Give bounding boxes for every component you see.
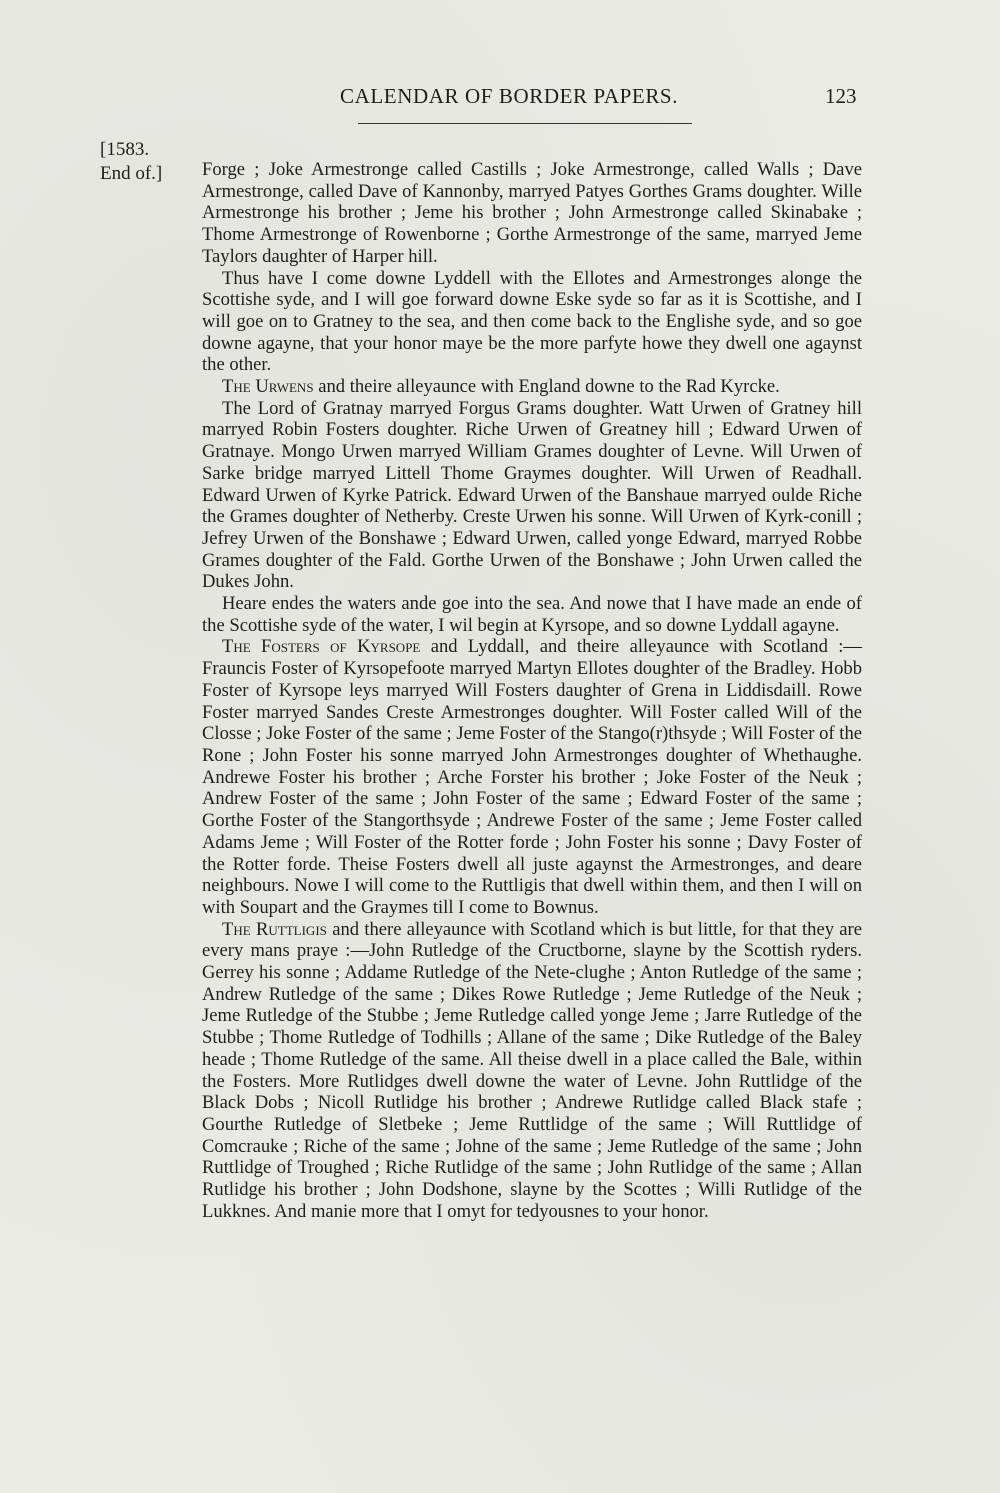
header-rule (358, 123, 692, 124)
paragraph-7 (202, 919, 862, 1223)
paragraph-6 (202, 636, 862, 918)
paragraph-6-text: and Lyddall, and theire alleyaunce with Scotland :—Frauncis Foster of Kyrsopefoote marryed Martyn Ellotes doughter of the Bradley. Hobb Foster of Kyrsope leys marryed Will Fosters daughter of Grena in Liddisdaill. Rowe Foster marryed Sandes Creste Armestronges doughter. Will Foster called Will of the Closse ; Joke Foster of the same ; Jeme Foster of the Stango(r)thsyde ; Will Foster of the Rone ; John Foster his sonne marryed John Armestronges doughter of Whethaughe. Andrewe Foster his brother ; Arche Forster his brother ; Joke Foster of the Neuk ; Andrew Foster of the same ; John Foster of the same ; Edward Foster of the same ; Gorthe Foster of the Stangorthsyde ; Andrewe Foster of the same ; Jeme Foster called Adams Jeme ; Will Foster of the Rotter forde ; John Foster his sonne ; Davy Foster of the Rotter forde. Theise Fosters dwell all juste agaynst the Armestronges, and deare neighbours. Nowe I will come to the Ruttligis that dwell within them, and then I will on with Soupart and the Graymes till I come to Bownus. (202, 636, 862, 918)
paragraph-7-lead: The Ruttligis (222, 918, 327, 940)
paragraph-5-text: Heare endes the waters ande goe into the sea. And nowe that I have made an ende of the Scottishe syde of the water, I wil begin at Kyrsope, and so downe Lyddall agayne. (202, 593, 862, 636)
page-number: 123 (825, 84, 857, 108)
paragraph-6-lead: The Fosters of Kyrsope (222, 636, 421, 658)
paragraph-4-text: The Lord of Gratnay marryed Forgus Grams doughter. Watt Urwen of Gratney hill marryed Robin Fosters doughter. Riche Urwen of Greatney hill ; Edward Urwen of Gratnaye. Mongo Urwen marryed William Grames doughter of Levne. Will Urwen of Sarke bridge marryed Littell Thome Graymes doughter. Will Urwen of Readhall. Edward Urwen of Kyrke Patrick. Edward Urwen of the Banshaue marryed oulde Riche the Grames doughter of Netherby. Creste Urwen his sonne. Will Urwen of Kyrk-conill ; Jefrey Urwen of the Bonshawe ; Edward Urwen, called yonge Edward, marryed Robbe Grames doughter of the Fald. Gorthe Urwen of the Bonshawe ; John Urwen called the Dukes John. (202, 397, 862, 593)
paragraph-1 (202, 159, 862, 268)
paragraph-3-lead: The Urwens (222, 376, 314, 398)
paragraph-1-text: Forge ; Joke Armestronge called Castills ; Joke Armestronge, called Walls ; Dave Armestronge, called Dave of Kannonby, marryed Patyes Gorthes Grams doughter. Wille Armestronge his brother ; Jeme his brother ; John Armestronge called Skinabake ; Thome Armestronge of Rowenborne ; Gorthe Armestronge of the same, marryed Jeme Taylors daughter of Harper hill. (202, 159, 862, 267)
paragraph-3 (202, 376, 862, 398)
margin-note-label: End of.] (100, 163, 163, 184)
body-text (202, 159, 862, 1222)
paragraph-5 (202, 593, 862, 636)
paragraph-4 (202, 398, 862, 593)
paragraph-7-text: and there alleyaunce with Scotland which is but little, for that they are every mans praye :—John Rutledge of the Cructborne, slayne by the Scottish ryders. Gerrey his sonne ; Addame Rutledge of the Nete-clughe ; Anton Rutledge of the same ; Andrew Rutledge of the same ; Dikes Rowe Rutledge ; Jeme Rutledge of the Neuk ; Jeme Rutledge of the Stubbe ; Jeme Rutledge called yonge Jeme ; Jarre Rutledge of the Stubbe ; Thome Rutledge of Todhills ; Allane of the same ; Dike Rutledge of the Baley heade ; Thome Rutledge of the same. All theise dwell in a place called the Bale, within the Fosters. More Rutlidges dwell downe the water of Levne. John Ruttlidge of the Black Dobs ; Nicoll Rutlidge his brother ; Andrewe Rutlidge called Black stafe ; Gourthe Rutledge of Sletbeke ; Jeme Ruttlidge of the same ; Will Ruttlidge of Comcrauke ; Riche of the same ; Johne of the same ; Jeme Rutledge of the same ; John Ruttlidge of Troughed ; Riche Rutlidge of the same ; John Rutlidge of the same ; Allan Rutlidge his brother ; John Dodshone, slayne by the Scottes ; Willi Rutlidge of the Lukknes. And manie more that I omyt for tedyousnes to your honor. (202, 918, 863, 1222)
paragraph-3-text: and theire alleyaunce with England downe to the Rad Kyrcke. (313, 376, 780, 398)
margin-note-year: [1583. (100, 139, 150, 160)
margin-note (100, 138, 200, 186)
running-head (0, 84, 1000, 112)
paragraph-2 (202, 268, 862, 377)
paragraph-2-text: Thus have I come downe Lyddell with the Ellotes and Armestronges alonge the Scottishe syde, and I will goe forward downe Eske syde so far as it is Scottishe, and I will goe on to Gratney to the sea, and then come back to the Englishe syde, and so goe downe agayne, that your honor maye be the more parfyte howe they dwell one agaynst the other. (202, 267, 862, 376)
running-title: CALENDAR OF BORDER PAPERS. (340, 84, 679, 108)
